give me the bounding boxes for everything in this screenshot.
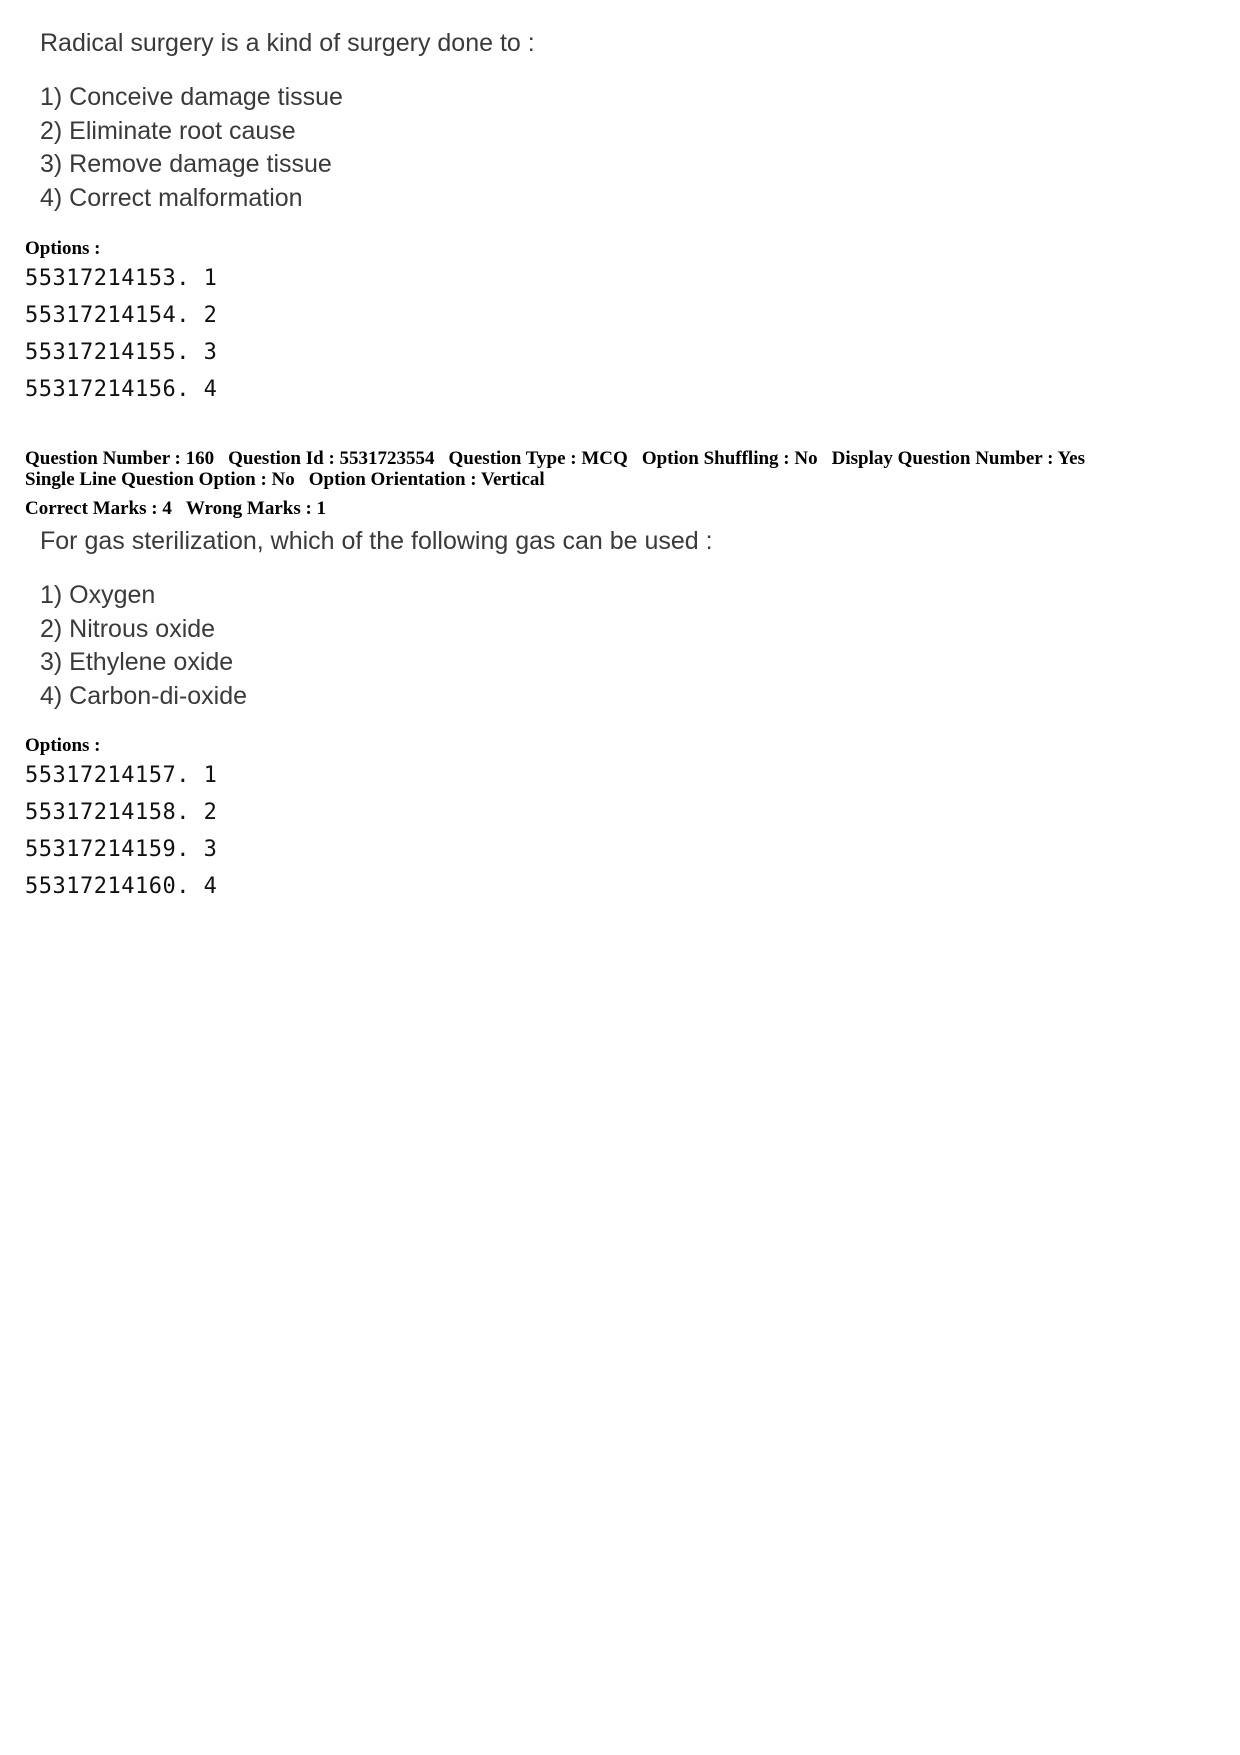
single-line-question-option: Single Line Question Option : No [25, 469, 295, 490]
question-b-choice-2: 2) Nitrous oxide [40, 615, 216, 643]
question-a-choice-4: 4) Correct malformation [40, 184, 303, 212]
wrong-marks: Wrong Marks : 1 [185, 498, 327, 519]
question-a-stem: Radical surgery is a kind of surgery done to : [40, 29, 535, 57]
question-id: Question Id : 5531723554 [228, 448, 435, 469]
correct-marks: Correct Marks : 4 [25, 498, 172, 519]
question-a-option-3: 55317214155. 3 [25, 340, 218, 365]
question-a-option-2: 55317214154. 2 [25, 303, 218, 328]
question-b-choice-1: 1) Oxygen [40, 581, 156, 609]
question-number: Question Number : 160 [25, 448, 215, 469]
question-a-choice-2: 2) Eliminate root cause [40, 117, 296, 145]
option-orientation: Option Orientation : Vertical [308, 469, 545, 490]
question-b-marks [25, 498, 326, 519]
question-b-option-1: 55317214157. 1 [25, 763, 218, 788]
question-b-meta-line-2 [25, 469, 545, 490]
display-question-number: Display Question Number : Yes [831, 448, 1085, 469]
question-a-options-label: Options : [25, 238, 101, 259]
option-shuffling: Option Shuffling : No [641, 448, 818, 469]
question-a-option-1: 55317214153. 1 [25, 266, 218, 291]
question-b-meta-line-1 [25, 448, 1085, 469]
question-a-option-4: 55317214156. 4 [25, 377, 218, 402]
question-b-choice-4: 4) Carbon-di-oxide [40, 682, 248, 710]
question-b-options-label: Options : [25, 735, 101, 756]
question-a-choice-1: 1) Conceive damage tissue [40, 83, 343, 111]
question-type: Question Type : MCQ [448, 448, 628, 469]
question-b-stem: For gas sterilization, which of the following gas can be used : [40, 527, 713, 555]
question-b-choice-3: 3) Ethylene oxide [40, 648, 234, 676]
question-a-choice-3: 3) Remove damage tissue [40, 150, 332, 178]
question-b-option-4: 55317214160. 4 [25, 874, 218, 899]
question-b-option-2: 55317214158. 2 [25, 800, 218, 825]
question-b-option-3: 55317214159. 3 [25, 837, 218, 862]
